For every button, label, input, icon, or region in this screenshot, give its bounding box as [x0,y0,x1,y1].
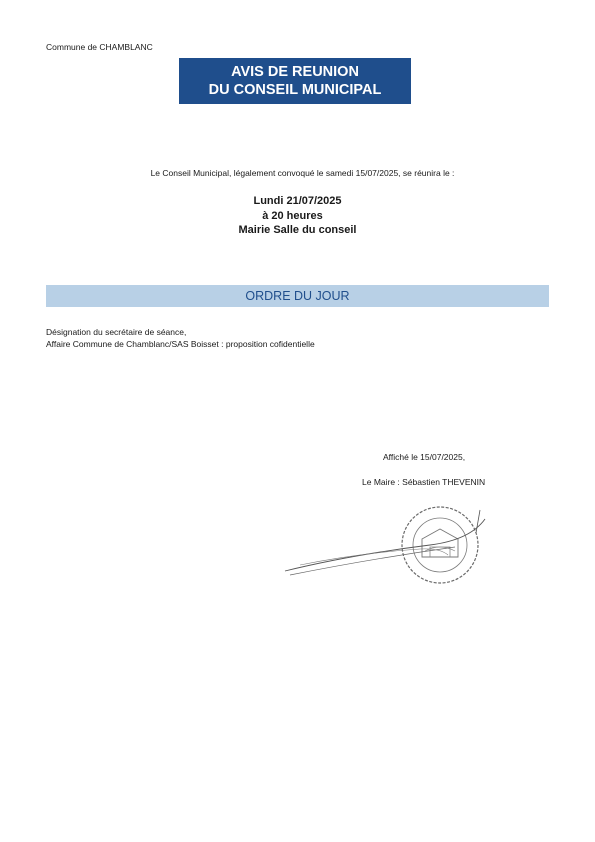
agenda-heading: ORDRE DU JOUR [46,285,549,307]
agenda-list [46,326,315,350]
document-title [179,58,411,104]
meeting-time: à 20 heures [262,209,323,222]
posted-date: Affiché le 15/07/2025, [383,452,466,462]
mayor-signature-line: Le Maire : Sébastien THEVENIN [362,477,486,487]
mairie-stamp-icon [402,507,478,583]
commune-name: Commune de CHAMBLANC [46,42,153,52]
convocation-intro: Le Conseil Municipal, légalement convoqué le samedi 15/07/2025, se réunira le : [150,168,455,178]
handwritten-signature [285,510,485,575]
agenda-item-2: Affaire Commune de Chamblanc/SAS Boisset : proposition cofidentielle [46,339,315,349]
meeting-details [0,194,595,238]
title-line-2: DU CONSEIL MUNICIPAL [208,82,382,98]
agenda-item-1: Désignation du secrétaire de séance, [46,327,187,337]
title-line-1: AVIS DE REUNION [231,64,359,80]
meeting-place: Mairie Salle du conseil [238,224,357,236]
meeting-date: Lundi 21/07/2025 [253,195,342,207]
stamp-and-signature [280,505,510,595]
